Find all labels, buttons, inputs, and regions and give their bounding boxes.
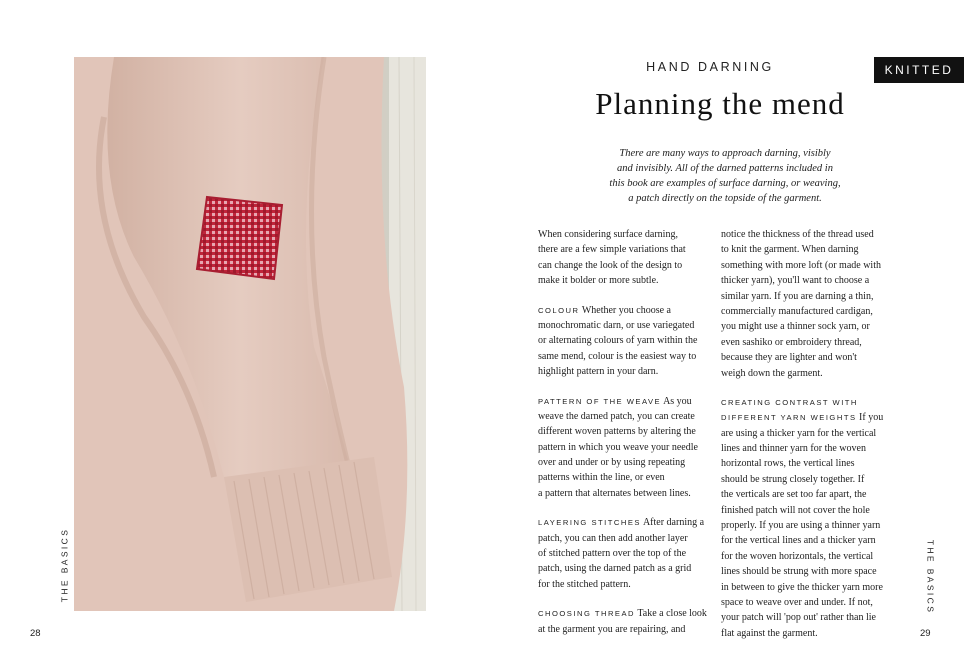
body-line: horizontal rows, the vertical lines	[721, 458, 855, 470]
body-line: even sashiko or embroidery thread,	[721, 336, 862, 348]
body-line: highlight pattern in your darn.	[538, 366, 659, 378]
section-tab-knitted: KNITTED	[874, 57, 964, 83]
body-line: you might use a thinner sock yarn, or	[721, 321, 870, 333]
body-line: are using a thicker yarn for the vertical	[721, 427, 877, 439]
body-line: patch, using the darned patch as a grid	[538, 563, 692, 575]
body-line: in between to give the thicker yarn more	[721, 581, 883, 593]
body-line: patterns within the line, or even	[538, 472, 665, 484]
layering-paragraph-first-line: LAYERING STITCHES After darning a	[538, 517, 705, 529]
sweater-photo	[74, 57, 426, 611]
cuff-ribbing	[224, 457, 392, 602]
body-line: for the woven horizontals, the vertical	[721, 550, 874, 562]
body-line: finished patch will not cover the hole	[721, 504, 870, 516]
body-line: over and under or by using repeating	[538, 457, 686, 469]
body-line: your patch will 'pop out' rather than lie	[721, 612, 876, 624]
darned-patch	[197, 197, 282, 279]
thread-heading: CHOOSING THREAD	[538, 609, 636, 619]
body-line: different woven patterns by altering the	[538, 426, 696, 438]
body-line: commercially manufactured cardigan,	[721, 305, 873, 317]
body-line: thicker yarn), you'll want to choose a	[721, 275, 870, 287]
body-line: to knit the garment. When darning	[721, 244, 859, 256]
body-line: patch, you can then add another layer	[538, 532, 688, 544]
body-line: because they are lighter and won't	[721, 352, 857, 364]
sweater-illustration	[74, 57, 426, 611]
body-line: the verticals are set too far apart, the	[721, 489, 867, 501]
colour-heading: COLOUR	[538, 305, 580, 315]
body-line: should be strung closely together. If	[721, 473, 865, 485]
body-line: a pattern that alternates between lines.	[538, 487, 691, 499]
contrast-paragraph-first-line: DIFFERENT YARN WEIGHTS If you	[721, 412, 884, 424]
body-line: space to weave over and under. If not,	[721, 596, 873, 608]
body-line: weave the darned patch, you can create	[538, 410, 695, 422]
intro-line: There are many ways to approach darning, visibly	[619, 148, 831, 159]
body-line: flat against the garment.	[721, 627, 818, 639]
running-head-right: THE BASICS	[925, 539, 936, 615]
body-line: for the stitched pattern.	[538, 578, 631, 590]
running-head-left: THE BASICS	[59, 527, 70, 603]
body-line: properly. If you are using a thinner yarn	[721, 520, 881, 532]
body-column-left	[538, 227, 713, 637]
body-line: or alternating colours of yarn within the	[538, 335, 698, 347]
weave-heading: PATTERN OF THE WEAVE	[538, 396, 662, 406]
page-title: Planning the mend	[595, 86, 845, 121]
body-line: for the vertical lines and a thicker yarn	[721, 535, 876, 547]
intro-line: this book are examples of surface darning, or weaving,	[609, 178, 841, 189]
body-line: lines and thinner yarn for the woven	[721, 443, 866, 455]
page-number-left: 28	[30, 628, 41, 639]
body-line: pattern in which you weave your needle	[538, 441, 698, 453]
weave-paragraph-first-line: PATTERN OF THE WEAVE As you	[538, 395, 692, 407]
body-line: something with more loft (or made with	[721, 259, 881, 271]
body-line: When considering surface darning,	[538, 229, 678, 240]
contrast-heading: CREATING CONTRAST WITH	[721, 397, 858, 407]
section-kicker: HAND DARNING	[646, 60, 774, 74]
body-line: can change the look of the design to	[538, 259, 683, 271]
body-line: same mend, colour is the easiest way to	[538, 350, 697, 362]
intro-line: and invisibly. All of the darned patterns included in	[617, 163, 833, 174]
intro-paragraph	[590, 146, 860, 206]
body-line: notice the thickness of the thread used	[721, 229, 874, 240]
layering-heading: LAYERING STITCHES	[538, 518, 641, 528]
page-number-right: 29	[920, 628, 931, 639]
body-line: at the garment you are repairing, and	[538, 623, 686, 635]
body-line: lines should be strung with more space	[721, 566, 877, 578]
body-line: weigh down the garment.	[721, 367, 823, 379]
contrast-heading-line-2: DIFFERENT YARN WEIGHTS	[721, 413, 857, 423]
body-line: make it bolder or more subtle.	[538, 275, 659, 287]
colour-paragraph-first-line: COLOUR Whether you choose a	[538, 304, 671, 316]
intro-line: a patch directly on the topside of the garment.	[628, 193, 822, 204]
body-line: monochromatic darn, or use variegated	[538, 319, 695, 331]
body-line: there are a few simple variations that	[538, 244, 686, 256]
body-column-right	[721, 227, 896, 641]
thread-paragraph-first-line: CHOOSING THREAD Take a close look	[538, 608, 707, 620]
body-line: similar yarn. If you are darning a thin,	[721, 290, 874, 302]
body-line: of stitched pattern over the top of the	[538, 548, 687, 560]
